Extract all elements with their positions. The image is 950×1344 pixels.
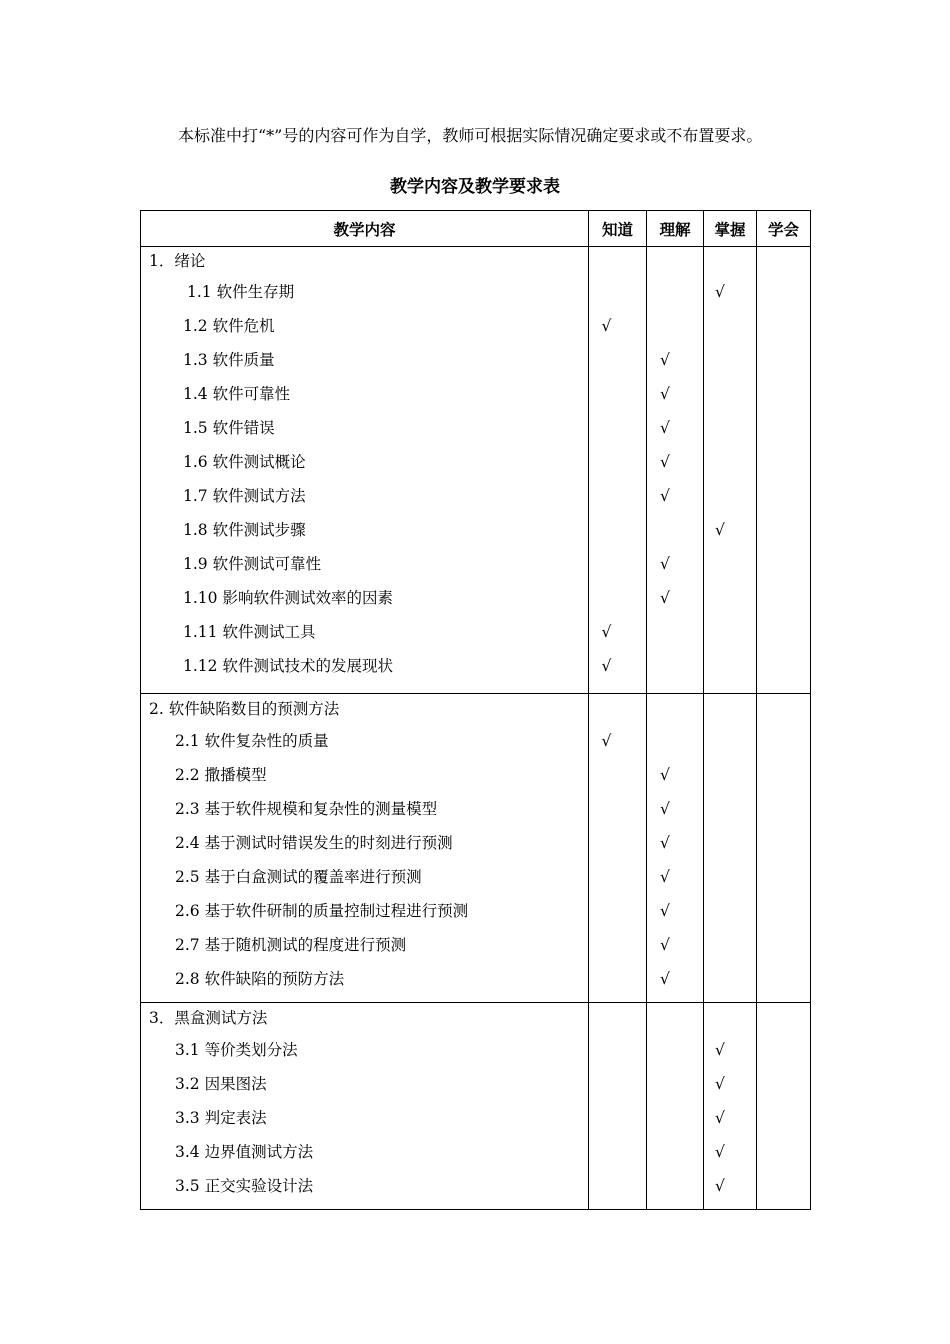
topic-item: 3.1 等价类划分法 [175, 1041, 298, 1059]
section-row [141, 247, 811, 694]
check-mark: √ [660, 834, 670, 852]
header-know: 知道 [589, 211, 647, 247]
header-row [141, 211, 811, 247]
section-title: 3．黑盒测试方法 [149, 1009, 268, 1027]
header-master: 掌握 [704, 211, 757, 247]
header-learn: 学会 [757, 211, 811, 247]
level-cell-learn [757, 1003, 811, 1210]
topic-item: 1.11 软件测试工具 [183, 623, 316, 641]
level-cell-learn [757, 694, 811, 1003]
check-mark: √ [601, 623, 612, 641]
section-row [141, 1003, 811, 1210]
level-cell-understand [647, 1003, 704, 1210]
topic-item: 1.5 软件错误 [183, 419, 275, 437]
topic-item: 2.3 基于软件规模和复杂性的测量模型 [175, 800, 438, 818]
check-mark: √ [660, 487, 670, 505]
check-mark: √ [660, 800, 670, 818]
check-mark: √ [601, 657, 612, 675]
check-mark: √ [715, 521, 725, 539]
level-cell-master [704, 694, 757, 1003]
section-title: 2. 软件缺陷数目的预测方法 [149, 700, 340, 718]
check-mark: √ [715, 1075, 725, 1093]
topic-item: 2.1 软件复杂性的质量 [175, 732, 329, 750]
topic-item: 1.6 软件测试概论 [183, 453, 306, 471]
topic-item: 1.4 软件可靠性 [183, 385, 291, 403]
topic-item: 3.4 边界值测试方法 [175, 1143, 314, 1161]
level-cell-learn [757, 247, 811, 694]
requirements-table [140, 210, 811, 1210]
topic-item: 1.12 软件测试技术的发展现状 [183, 657, 393, 675]
check-mark: √ [660, 589, 670, 607]
topic-item: 1.8 软件测试步骤 [183, 521, 306, 539]
check-mark: √ [660, 351, 670, 369]
topic-item: 2.4 基于测试时错误发生的时刻进行预测 [175, 834, 453, 852]
topic-item: 3.2 因果图法 [175, 1075, 267, 1093]
topic-item: 1.3 软件质量 [183, 351, 275, 369]
check-mark: √ [715, 1177, 725, 1195]
topic-item: 3.3 判定表法 [175, 1109, 267, 1127]
table-title: 教学内容及教学要求表 [390, 177, 560, 197]
check-mark: √ [660, 385, 670, 403]
level-cell-know [589, 694, 647, 1003]
topic-item: 1.1 软件生存期 [187, 283, 295, 301]
check-mark: √ [601, 732, 612, 750]
section-content-cell [141, 694, 589, 1003]
topic-item: 2.7 基于随机测试的程度进行预测 [175, 936, 407, 954]
section-content-cell [141, 247, 589, 694]
level-cell-master [704, 1003, 757, 1210]
section-content-cell [141, 1003, 589, 1210]
topic-item: 1.10 影响软件测试效率的因素 [183, 589, 393, 607]
topic-item: 1.7 软件测试方法 [183, 487, 306, 505]
topic-item: 2.2 撒播模型 [175, 766, 267, 784]
level-cell-know [589, 247, 647, 694]
check-mark: √ [715, 1143, 725, 1161]
section-title: 1．绪论 [149, 252, 206, 270]
check-mark: √ [660, 766, 670, 784]
check-mark: √ [715, 283, 725, 301]
check-mark: √ [660, 902, 670, 920]
check-mark: √ [660, 868, 670, 886]
level-cell-know [589, 1003, 647, 1210]
topic-item: 1.2 软件危机 [183, 317, 275, 335]
header-content: 教学内容 [141, 211, 589, 247]
topic-item: 3.5 正交实验设计法 [175, 1177, 314, 1195]
header-understand: 理解 [647, 211, 704, 247]
topic-item: 1.9 软件测试可靠性 [183, 555, 322, 573]
intro-paragraph: 本标准中打“*”号的内容可作为自学，教师可根据实际情况确定要求或不布置要求。 [178, 126, 763, 145]
check-mark: √ [715, 1109, 725, 1127]
check-mark: √ [715, 1041, 725, 1059]
check-mark: √ [660, 936, 670, 954]
check-mark: √ [660, 419, 670, 437]
level-cell-understand [647, 694, 704, 1003]
section-row [141, 694, 811, 1003]
check-mark: √ [660, 453, 670, 471]
check-mark: √ [660, 970, 670, 988]
level-cell-understand [647, 247, 704, 694]
check-mark: √ [601, 317, 612, 335]
topic-item: 2.5 基于白盒测试的覆盖率进行预测 [175, 868, 422, 886]
check-mark: √ [660, 555, 670, 573]
level-cell-master [704, 247, 757, 694]
topic-item: 2.6 基于软件研制的质量控制过程进行预测 [175, 902, 469, 920]
topic-item: 2.8 软件缺陷的预防方法 [175, 970, 345, 988]
